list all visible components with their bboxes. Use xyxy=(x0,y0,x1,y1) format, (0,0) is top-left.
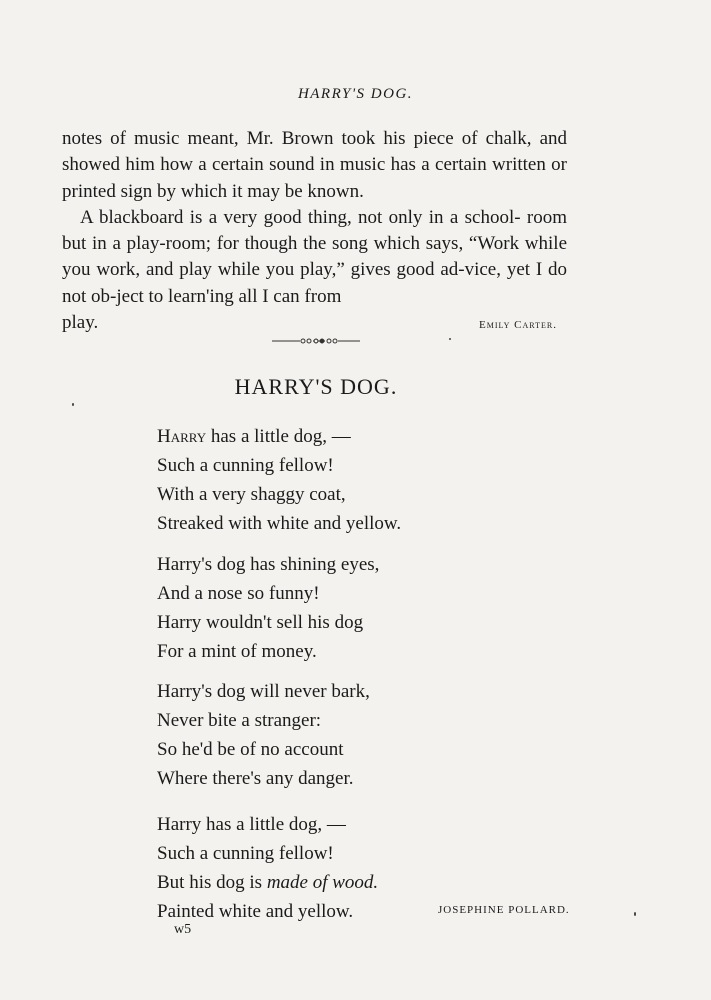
poem-line-italic: made of wood. xyxy=(266,872,379,893)
poem-line-rest: has a little dog, — xyxy=(206,426,351,447)
poem-line: Such a cunning fellow! xyxy=(157,843,334,864)
paragraph-2-line: “Work while you work, and play while you play,” gives xyxy=(62,233,568,281)
paragraph-2 xyxy=(62,205,567,310)
poem-line: Streaked with white and yellow. xyxy=(157,513,402,534)
paper-speck xyxy=(72,403,74,406)
paper-speck xyxy=(634,912,636,916)
paragraph-2-last-word: play. xyxy=(62,312,99,334)
stanza-1 xyxy=(157,422,401,538)
paragraph-1-line: written or printed sign by which it may be known. xyxy=(62,154,568,202)
paragraph-2-line: good ad-vice, yet I do not ob-ject to learn'ing all I can from xyxy=(62,259,567,307)
poem-line: Never bite a stranger: xyxy=(157,710,322,731)
poem-line: Such a cunning fellow! xyxy=(157,455,334,476)
poem-line xyxy=(157,868,378,897)
paper-speck xyxy=(449,338,451,340)
paragraph-1 xyxy=(62,126,567,205)
stanza-4 xyxy=(157,810,378,926)
poem-first-word: Harry xyxy=(157,426,207,447)
poem-line: Harry wouldn't sell his dog xyxy=(157,612,364,633)
ornament-divider-icon xyxy=(270,334,362,348)
poem-line-plain: But his dog is xyxy=(157,872,267,893)
poem-line: For a mint of money. xyxy=(157,641,317,662)
poem-line: With a very shaggy coat, xyxy=(157,484,346,505)
stanza-2 xyxy=(157,550,379,666)
paragraph-2-line: A blackboard is a very good thing, not only in a school- xyxy=(80,206,521,228)
stanza-3 xyxy=(157,677,370,793)
poem-line: And a nose so funny! xyxy=(157,583,320,604)
paragraph-1-line: notes of music meant, Mr. Brown took his piece of chalk, xyxy=(62,128,532,149)
poem-line: Harry has a little dog, — xyxy=(157,814,346,835)
page-signature: w5 xyxy=(174,922,192,937)
running-head: HARRY'S DOG. xyxy=(297,86,414,102)
poem-line xyxy=(157,422,401,451)
poem-line: Where there's any danger. xyxy=(157,768,354,789)
prose-section xyxy=(62,126,567,338)
paragraph-2-line: room but in a play-room; for though the song which says, xyxy=(62,206,567,255)
poem-line: Painted white and yellow. xyxy=(157,901,354,922)
poem-line: So he'd be of no account xyxy=(157,739,344,760)
poem-author: JOSEPHINE POLLARD. xyxy=(438,904,570,916)
poem-line: Harry's dog will never bark, xyxy=(157,681,370,702)
poem-line: Harry's dog has shining eyes, xyxy=(157,554,380,575)
poem-title: HARRY'S DOG. xyxy=(234,374,398,399)
paragraph-1-line: and showed him how a certain sound in music has a certain xyxy=(62,128,567,176)
prose-signature: Emily Carter. xyxy=(479,319,557,332)
